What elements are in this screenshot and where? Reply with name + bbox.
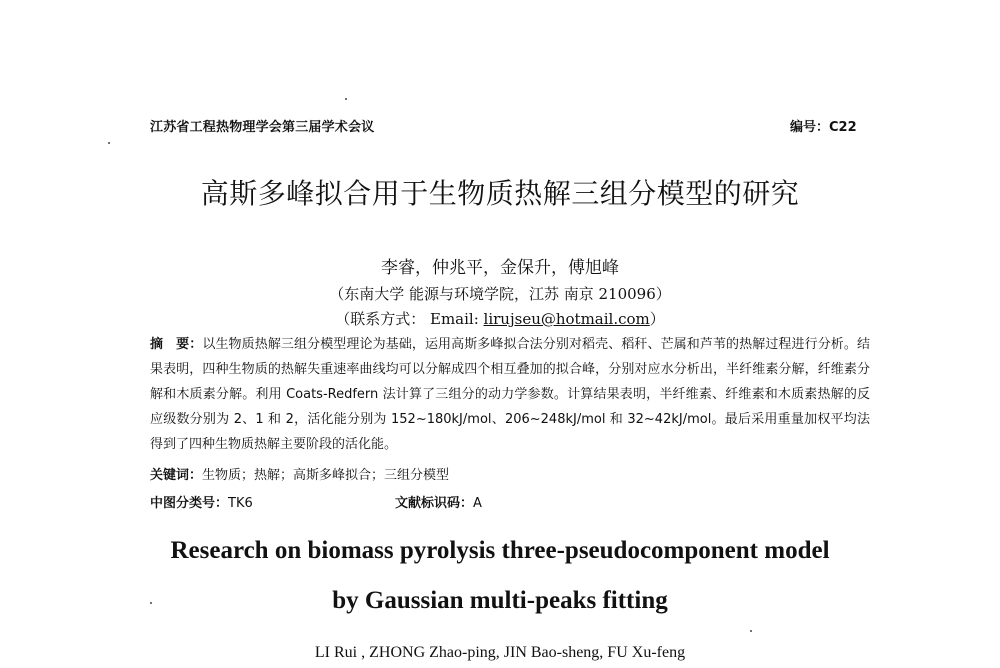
chinese-authors: 李睿，仲兆平，金保升，傅旭峰 xyxy=(381,258,619,278)
doc-value: A xyxy=(473,496,482,511)
email-label: Email: xyxy=(430,310,479,328)
contact-label: （联系方式： xyxy=(335,310,426,328)
contact-close: ） xyxy=(649,310,665,328)
document-code xyxy=(395,492,482,511)
abstract-label: 摘 要： xyxy=(150,337,203,352)
clc-label: 中图分类号： xyxy=(150,496,229,511)
keywords-text: 生物质；热解；高斯多峰拟合；三组分模型 xyxy=(202,468,450,483)
doc-label: 文献标识码： xyxy=(395,496,474,511)
keywords-label: 关键词： xyxy=(150,468,203,483)
keywords-line xyxy=(150,464,449,483)
abstract xyxy=(150,332,870,457)
classification-line xyxy=(150,492,850,511)
english-title-line-2: by Gaussian multi-peaks fitting xyxy=(332,587,668,614)
abstract-text: 以生物质热解三组分模型理论为基础，运用高斯多峰拟合法分别对稻壳、稻秆、芒属和芦苇的热解过程进行分析。结果表明，四种生物质的热解失重速率曲线均可以分解成四个相互叠加的拟合峰，分别对应水分析出，半纤维素分解，纤维素分解和木质素分解。利用 Coats-Redfern 法计算了三组分的动力学参数。计算结果表明，半纤维素、纤维素和木质素热解的反应级数分别为 2、1 和 2，活化能分别为 152~180kJ/mol、206~248kJ/mol 和 32~42kJ/mol。最后采用重量加权平均法得到了四种生物质热解主要阶段的活化能。 xyxy=(150,337,870,452)
contact-line xyxy=(0,308,1000,329)
english-title-line-1: Research on biomass pyrolysis three-pseudocomponent model xyxy=(170,537,830,564)
paper-number: 编号：C22 xyxy=(790,120,857,135)
scan-speck xyxy=(108,142,110,144)
clc-value: TK6 xyxy=(228,496,253,511)
scan-speck xyxy=(345,98,347,100)
email-link[interactable]: lirujseu@hotmail.com xyxy=(483,310,650,328)
scan-speck xyxy=(750,630,752,632)
english-authors: LI Rui , ZHONG Zhao-ping, JIN Bao-sheng, FU Xu-feng xyxy=(314,644,686,661)
conference-header: 江苏省工程热物理学会第三届学术会议 xyxy=(150,120,375,135)
chinese-affiliation: （东南大学 能源与环境学院，江苏 南京 210096） xyxy=(329,285,671,303)
scan-speck xyxy=(150,602,152,604)
chinese-title: 高斯多峰拟合用于生物质热解三组分模型的研究 xyxy=(200,177,800,210)
